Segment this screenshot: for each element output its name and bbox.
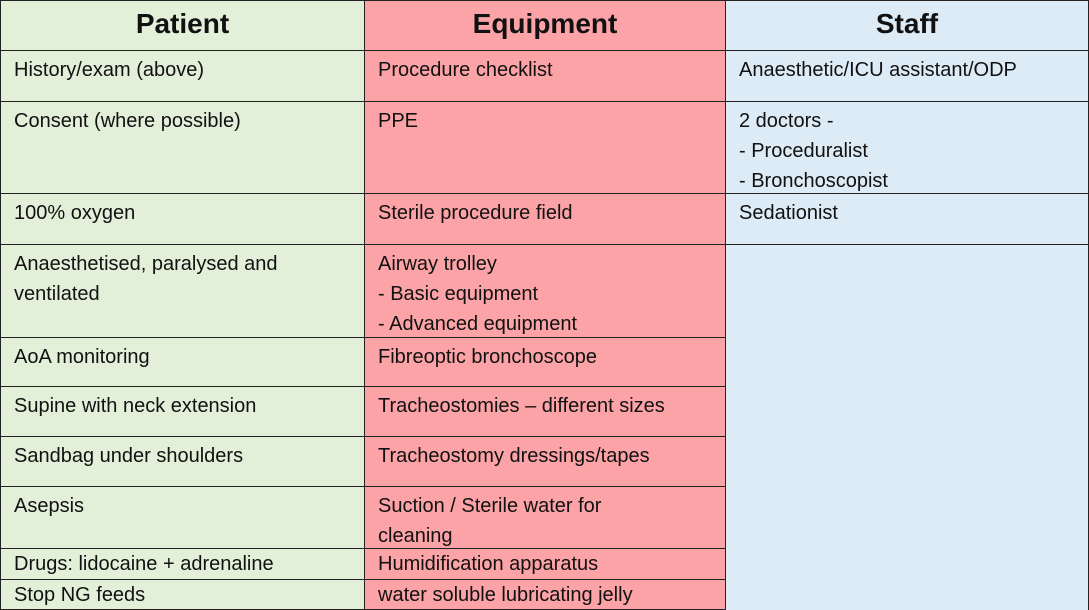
patient-cell: Sandbag under shoulders xyxy=(0,437,365,487)
header-staff: Staff xyxy=(726,0,1089,51)
equipment-cell: water soluble lubricating jelly xyxy=(365,580,726,610)
staff-cell: 2 doctors - - Proceduralist - Bronchoscopist xyxy=(726,102,1089,194)
equipment-cell: Procedure checklist xyxy=(365,51,726,102)
equipment-cell: Humidification apparatus xyxy=(365,549,726,580)
patient-cell: 100% oxygen xyxy=(0,194,365,245)
patient-cell: Anaesthetised, paralysed and ventilated xyxy=(0,245,365,338)
equipment-cell: Airway trolley - Basic equipment - Advanced equipment xyxy=(365,245,726,338)
patient-cell: Consent (where possible) xyxy=(0,102,365,194)
patient-cell: History/exam (above) xyxy=(0,51,365,102)
equipment-cell: Fibreoptic bronchoscope xyxy=(365,338,726,387)
patient-cell: Drugs: lidocaine + adrenaline xyxy=(0,549,365,580)
header-patient: Patient xyxy=(0,0,365,51)
equipment-cell: Tracheostomies – different sizes xyxy=(365,387,726,437)
patient-cell: Stop NG feeds xyxy=(0,580,365,610)
staff-cell: Sedationist xyxy=(726,194,1089,245)
patient-cell: Asepsis xyxy=(0,487,365,549)
staff-empty-cell xyxy=(726,245,1089,610)
equipment-cell: PPE xyxy=(365,102,726,194)
equipment-cell: Sterile procedure field xyxy=(365,194,726,245)
equipment-cell: Suction / Sterile water for cleaning xyxy=(365,487,726,549)
patient-cell: AoA monitoring xyxy=(0,338,365,387)
staff-cell: Anaesthetic/ICU assistant/ODP xyxy=(726,51,1089,102)
equipment-cell: Tracheostomy dressings/tapes xyxy=(365,437,726,487)
header-equipment: Equipment xyxy=(365,0,726,51)
patient-cell: Supine with neck extension xyxy=(0,387,365,437)
